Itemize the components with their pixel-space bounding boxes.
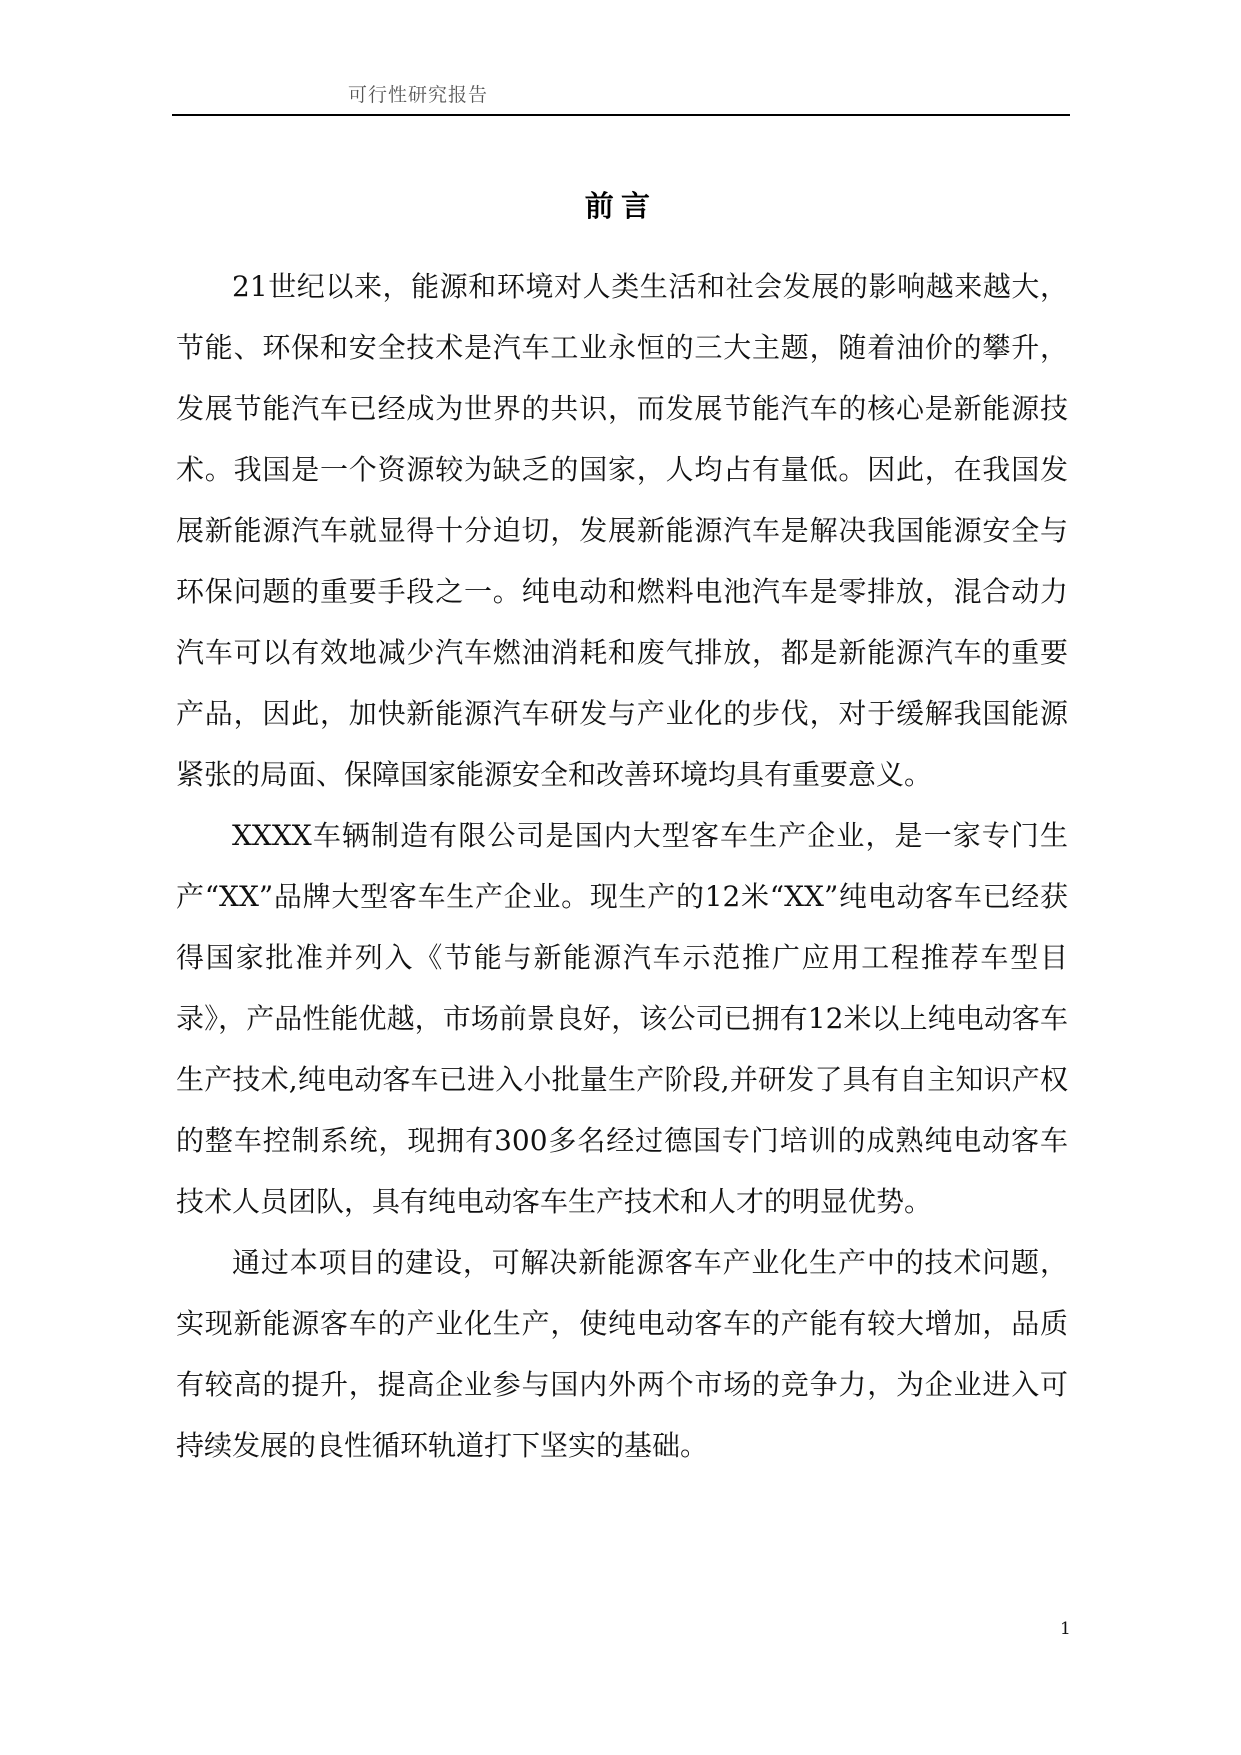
section-heading: 前言 [584, 189, 658, 223]
header-divider [172, 114, 1070, 116]
paragraph-1: 21世纪以来，能源和环境对人类生活和社会发展的影响越来越大，节能、环保和安全技术是汽车工业永恒的三大主题，随着油价的攀升，发展节能汽车已经成为世界的共识，而发展节能汽车的核心是新能源技术。我国是一个资源较为缺乏的国家，人均占有量低。因此，在我国发展新能源汽车就显得十分迫切，发展新能源汽车是解决我国能源安全与环保问题的重要手段之一。纯电动和燃料电池汽车是零排放，混合动力汽车可以有效地减少汽车燃油消耗和废气排放，都是新能源汽车的重要产品，因此，加快新能源汽车研发与产业化的步伐，对于缓解我国能源紧张的局面、保障国家能源安全和改善环境均具有重要意义。 [176, 270, 1068, 791]
body-text [176, 256, 1068, 1476]
paragraph-3: 通过本项目的建设，可解决新能源客车产业化生产中的技术问题，实现新能源客车的产业化生产，使纯电动客车的产能有较大增加，品质有较高的提升，提高企业参与国内外两个市场的竞争力，为企业进入可持续发展的良性循环轨道打下坚实的基础。 [176, 1246, 1068, 1462]
page-number: 1 [1060, 1619, 1071, 1639]
running-header-title: 可行性研究报告 [348, 84, 489, 106]
paragraph-2: XXXX车辆制造有限公司是国内大型客车生产企业，是一家专门生产“XX”品牌大型客车生产企业。现生产的12米“XX”纯电动客车已经获得国家批准并列入《节能与新能源汽车示范推广应用工程推荐车型目录》，产品性能优越，市场前景良好，该公司已拥有12米以上纯电动客车生产技术,纯电动客车已进入小批量生产阶段,并研发了具有自主知识产权的整车控制系统，现拥有300多名经过德国专门培训的成熟纯电动客车技术人员团队，具有纯电动客车生产技术和人才的明显优势。 [176, 819, 1068, 1218]
